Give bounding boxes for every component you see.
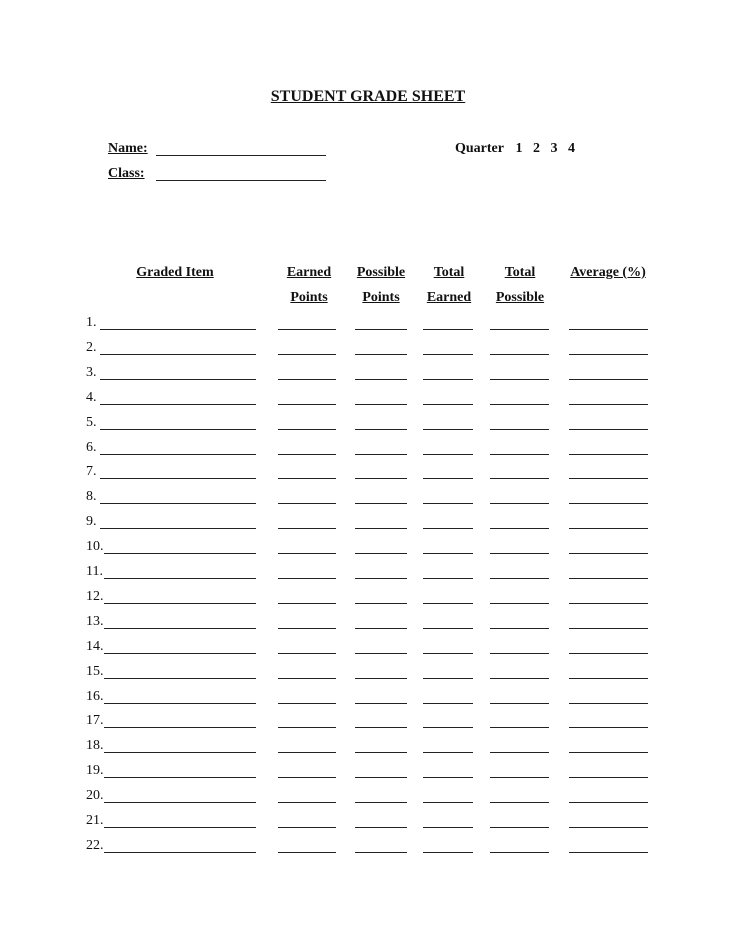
row-18-graded-item-field[interactable] xyxy=(104,752,256,753)
row-5-earned-points-field[interactable] xyxy=(278,429,336,430)
row-15-graded-item-field[interactable] xyxy=(104,678,256,679)
row-20-possible-points-field[interactable] xyxy=(355,802,407,803)
row-11-total-earned-field[interactable] xyxy=(423,578,473,579)
header-graded-item-1: Graded Item xyxy=(136,265,214,280)
row-19-total-earned-field[interactable] xyxy=(423,777,473,778)
quarter-option-2[interactable]: 2 xyxy=(532,141,540,156)
row-21-total-possible-field[interactable] xyxy=(490,827,549,828)
row-3-total-earned-field[interactable] xyxy=(423,379,473,380)
row-12-graded-item-field[interactable] xyxy=(104,603,256,604)
row-number: 12. xyxy=(86,588,104,604)
row-number: 3. xyxy=(86,364,97,380)
row-3-total-possible-field[interactable] xyxy=(490,379,549,380)
row-16-graded-item-field[interactable] xyxy=(104,703,256,704)
row-18-possible-points-field[interactable] xyxy=(355,752,407,753)
row-8-average-field[interactable] xyxy=(569,503,648,504)
row-2-average-field[interactable] xyxy=(569,354,648,355)
page-title: STUDENT GRADE SHEET xyxy=(270,88,466,105)
row-6-graded-item-field[interactable] xyxy=(100,454,256,455)
header-total-earned-1: Total xyxy=(433,265,465,280)
row-4-total-earned-field[interactable] xyxy=(423,404,473,405)
row-5-possible-points-field[interactable] xyxy=(355,429,407,430)
row-12-total-earned-field[interactable] xyxy=(423,603,473,604)
row-6-total-earned-field[interactable] xyxy=(423,454,473,455)
row-number: 21. xyxy=(86,813,104,828)
row-number: 1. xyxy=(86,315,97,330)
quarter-option-4[interactable]: 4 xyxy=(567,141,575,156)
row-number: 18. xyxy=(86,738,104,754)
row-19-possible-points-field[interactable] xyxy=(355,777,407,778)
row-14-total-possible-field[interactable] xyxy=(490,653,549,654)
row-14-possible-points-field[interactable] xyxy=(355,653,407,654)
row-number: 2. xyxy=(86,339,97,355)
header-total-possible-2: Possible xyxy=(495,290,545,305)
row-number: 9. xyxy=(86,514,97,530)
row-13-possible-points-field[interactable] xyxy=(355,628,407,629)
row-7-total-possible-field[interactable] xyxy=(490,478,549,479)
row-number: 15. xyxy=(86,663,104,679)
row-number: 8. xyxy=(86,489,97,505)
header-earned-points-2: Points xyxy=(290,290,328,305)
row-22-earned-points-field[interactable] xyxy=(278,852,336,853)
row-21-possible-points-field[interactable] xyxy=(355,827,407,828)
name-field[interactable] xyxy=(156,155,326,156)
row-11-earned-points-field[interactable] xyxy=(278,578,336,579)
row-9-total-earned-field[interactable] xyxy=(423,528,473,529)
row-number: 6. xyxy=(86,439,97,455)
row-1-earned-points-field[interactable] xyxy=(278,329,336,330)
row-6-earned-points-field[interactable] xyxy=(278,454,336,455)
row-14-average-field[interactable] xyxy=(569,653,648,654)
row-5-average-field[interactable] xyxy=(569,429,648,430)
row-16-earned-points-field[interactable] xyxy=(278,703,336,704)
row-11-average-field[interactable] xyxy=(569,578,648,579)
row-21-total-earned-field[interactable] xyxy=(423,827,473,828)
row-22-average-field[interactable] xyxy=(569,852,648,853)
row-15-earned-points-field[interactable] xyxy=(278,678,336,679)
row-7-possible-points-field[interactable] xyxy=(355,478,407,479)
header-earned-points-1: Earned xyxy=(286,265,332,280)
row-17-total-earned-field[interactable] xyxy=(423,727,473,728)
quarter-option-3[interactable]: 3 xyxy=(550,141,558,156)
row-3-graded-item-field[interactable] xyxy=(100,379,256,380)
row-15-possible-points-field[interactable] xyxy=(355,678,407,679)
row-4-earned-points-field[interactable] xyxy=(278,404,336,405)
row-number: 22. xyxy=(86,837,104,853)
row-1-graded-item-field[interactable] xyxy=(100,329,256,330)
quarter-label: Quarter xyxy=(455,141,504,156)
row-7-average-field[interactable] xyxy=(569,478,648,479)
row-6-average-field[interactable] xyxy=(569,454,648,455)
row-1-total-earned-field[interactable] xyxy=(423,329,473,330)
row-21-average-field[interactable] xyxy=(569,827,648,828)
row-10-average-field[interactable] xyxy=(569,553,648,554)
row-22-total-earned-field[interactable] xyxy=(423,852,473,853)
row-2-possible-points-field[interactable] xyxy=(355,354,407,355)
row-20-total-earned-field[interactable] xyxy=(423,802,473,803)
row-6-total-possible-field[interactable] xyxy=(490,454,549,455)
row-number: 20. xyxy=(86,788,104,804)
row-17-total-possible-field[interactable] xyxy=(490,727,549,728)
header-possible-points-2: Points xyxy=(362,290,400,305)
row-22-total-possible-field[interactable] xyxy=(490,852,549,853)
row-9-graded-item-field[interactable] xyxy=(100,528,256,529)
row-2-graded-item-field[interactable] xyxy=(100,354,256,355)
row-20-total-possible-field[interactable] xyxy=(490,802,549,803)
row-12-average-field[interactable] xyxy=(569,603,648,604)
row-2-total-earned-field[interactable] xyxy=(423,354,473,355)
row-1-possible-points-field[interactable] xyxy=(355,329,407,330)
header-total-possible-1: Total xyxy=(504,265,536,280)
row-14-graded-item-field[interactable] xyxy=(104,653,256,654)
row-12-possible-points-field[interactable] xyxy=(355,603,407,604)
row-13-total-possible-field[interactable] xyxy=(490,628,549,629)
row-20-graded-item-field[interactable] xyxy=(104,802,256,803)
row-8-earned-points-field[interactable] xyxy=(278,503,336,504)
row-2-earned-points-field[interactable] xyxy=(278,354,336,355)
row-7-total-earned-field[interactable] xyxy=(423,478,473,479)
row-8-total-possible-field[interactable] xyxy=(490,503,549,504)
header-total-earned-2: Earned xyxy=(426,290,472,305)
row-17-average-field[interactable] xyxy=(569,727,648,728)
row-17-graded-item-field[interactable] xyxy=(104,727,256,728)
row-10-earned-points-field[interactable] xyxy=(278,553,336,554)
row-1-average-field[interactable] xyxy=(569,329,648,330)
row-8-total-earned-field[interactable] xyxy=(423,503,473,504)
row-number: 14. xyxy=(86,638,104,654)
row-19-earned-points-field[interactable] xyxy=(278,777,336,778)
row-number: 11. xyxy=(86,564,103,579)
row-11-total-possible-field[interactable] xyxy=(490,578,549,579)
row-13-earned-points-field[interactable] xyxy=(278,628,336,629)
row-3-possible-points-field[interactable] xyxy=(355,379,407,380)
row-20-earned-points-field[interactable] xyxy=(278,802,336,803)
row-8-graded-item-field[interactable] xyxy=(100,503,256,504)
row-19-total-possible-field[interactable] xyxy=(490,777,549,778)
row-10-graded-item-field[interactable] xyxy=(104,553,256,554)
row-18-earned-points-field[interactable] xyxy=(278,752,336,753)
row-19-graded-item-field[interactable] xyxy=(104,777,256,778)
row-16-possible-points-field[interactable] xyxy=(355,703,407,704)
row-21-graded-item-field[interactable] xyxy=(104,827,256,828)
row-15-total-possible-field[interactable] xyxy=(490,678,549,679)
row-12-total-possible-field[interactable] xyxy=(490,603,549,604)
row-4-graded-item-field[interactable] xyxy=(100,404,256,405)
row-16-average-field[interactable] xyxy=(569,703,648,704)
row-4-average-field[interactable] xyxy=(569,404,648,405)
row-7-earned-points-field[interactable] xyxy=(278,478,336,479)
row-9-possible-points-field[interactable] xyxy=(355,528,407,529)
row-9-average-field[interactable] xyxy=(569,528,648,529)
row-14-earned-points-field[interactable] xyxy=(278,653,336,654)
row-4-possible-points-field[interactable] xyxy=(355,404,407,405)
row-20-average-field[interactable] xyxy=(569,802,648,803)
row-16-total-possible-field[interactable] xyxy=(490,703,549,704)
row-22-graded-item-field[interactable] xyxy=(104,852,256,853)
row-8-possible-points-field[interactable] xyxy=(355,503,407,504)
row-number: 17. xyxy=(86,713,104,729)
row-11-graded-item-field[interactable] xyxy=(104,578,256,579)
row-10-total-earned-field[interactable] xyxy=(423,553,473,554)
row-17-possible-points-field[interactable] xyxy=(355,727,407,728)
row-15-total-earned-field[interactable] xyxy=(423,678,473,679)
row-18-total-earned-field[interactable] xyxy=(423,752,473,753)
row-17-earned-points-field[interactable] xyxy=(278,727,336,728)
row-1-total-possible-field[interactable] xyxy=(490,329,549,330)
row-18-average-field[interactable] xyxy=(569,752,648,753)
row-5-total-possible-field[interactable] xyxy=(490,429,549,430)
quarter-option-1[interactable]: 1 xyxy=(515,141,523,156)
row-2-total-possible-field[interactable] xyxy=(490,354,549,355)
row-13-average-field[interactable] xyxy=(569,628,648,629)
row-6-possible-points-field[interactable] xyxy=(355,454,407,455)
row-number: 16. xyxy=(86,688,104,704)
name-label: Name: xyxy=(108,141,148,156)
row-18-total-possible-field[interactable] xyxy=(490,752,549,753)
row-10-total-possible-field[interactable] xyxy=(490,553,549,554)
row-11-possible-points-field[interactable] xyxy=(355,578,407,579)
row-16-total-earned-field[interactable] xyxy=(423,703,473,704)
header-average-1: Average (%) xyxy=(570,265,646,280)
row-9-total-possible-field[interactable] xyxy=(490,528,549,529)
row-14-total-earned-field[interactable] xyxy=(423,653,473,654)
row-number: 19. xyxy=(86,763,104,779)
class-field[interactable] xyxy=(156,180,326,181)
row-9-earned-points-field[interactable] xyxy=(278,528,336,529)
row-10-possible-points-field[interactable] xyxy=(355,553,407,554)
row-13-total-earned-field[interactable] xyxy=(423,628,473,629)
header-possible-points-1: Possible xyxy=(356,265,406,280)
row-number: 10. xyxy=(86,539,104,555)
row-3-earned-points-field[interactable] xyxy=(278,379,336,380)
row-15-average-field[interactable] xyxy=(569,678,648,679)
row-number: 7. xyxy=(86,464,97,480)
row-7-graded-item-field[interactable] xyxy=(100,478,256,479)
row-3-average-field[interactable] xyxy=(569,379,648,380)
row-22-possible-points-field[interactable] xyxy=(355,852,407,853)
quarter-selector xyxy=(455,141,582,157)
row-21-earned-points-field[interactable] xyxy=(278,827,336,828)
row-number: 13. xyxy=(86,613,104,629)
row-4-total-possible-field[interactable] xyxy=(490,404,549,405)
row-number: 5. xyxy=(86,414,97,430)
row-number: 4. xyxy=(86,389,97,405)
row-13-graded-item-field[interactable] xyxy=(104,628,256,629)
row-12-earned-points-field[interactable] xyxy=(278,603,336,604)
row-19-average-field[interactable] xyxy=(569,777,648,778)
row-5-graded-item-field[interactable] xyxy=(100,429,256,430)
class-label: Class: xyxy=(108,166,145,181)
row-5-total-earned-field[interactable] xyxy=(423,429,473,430)
